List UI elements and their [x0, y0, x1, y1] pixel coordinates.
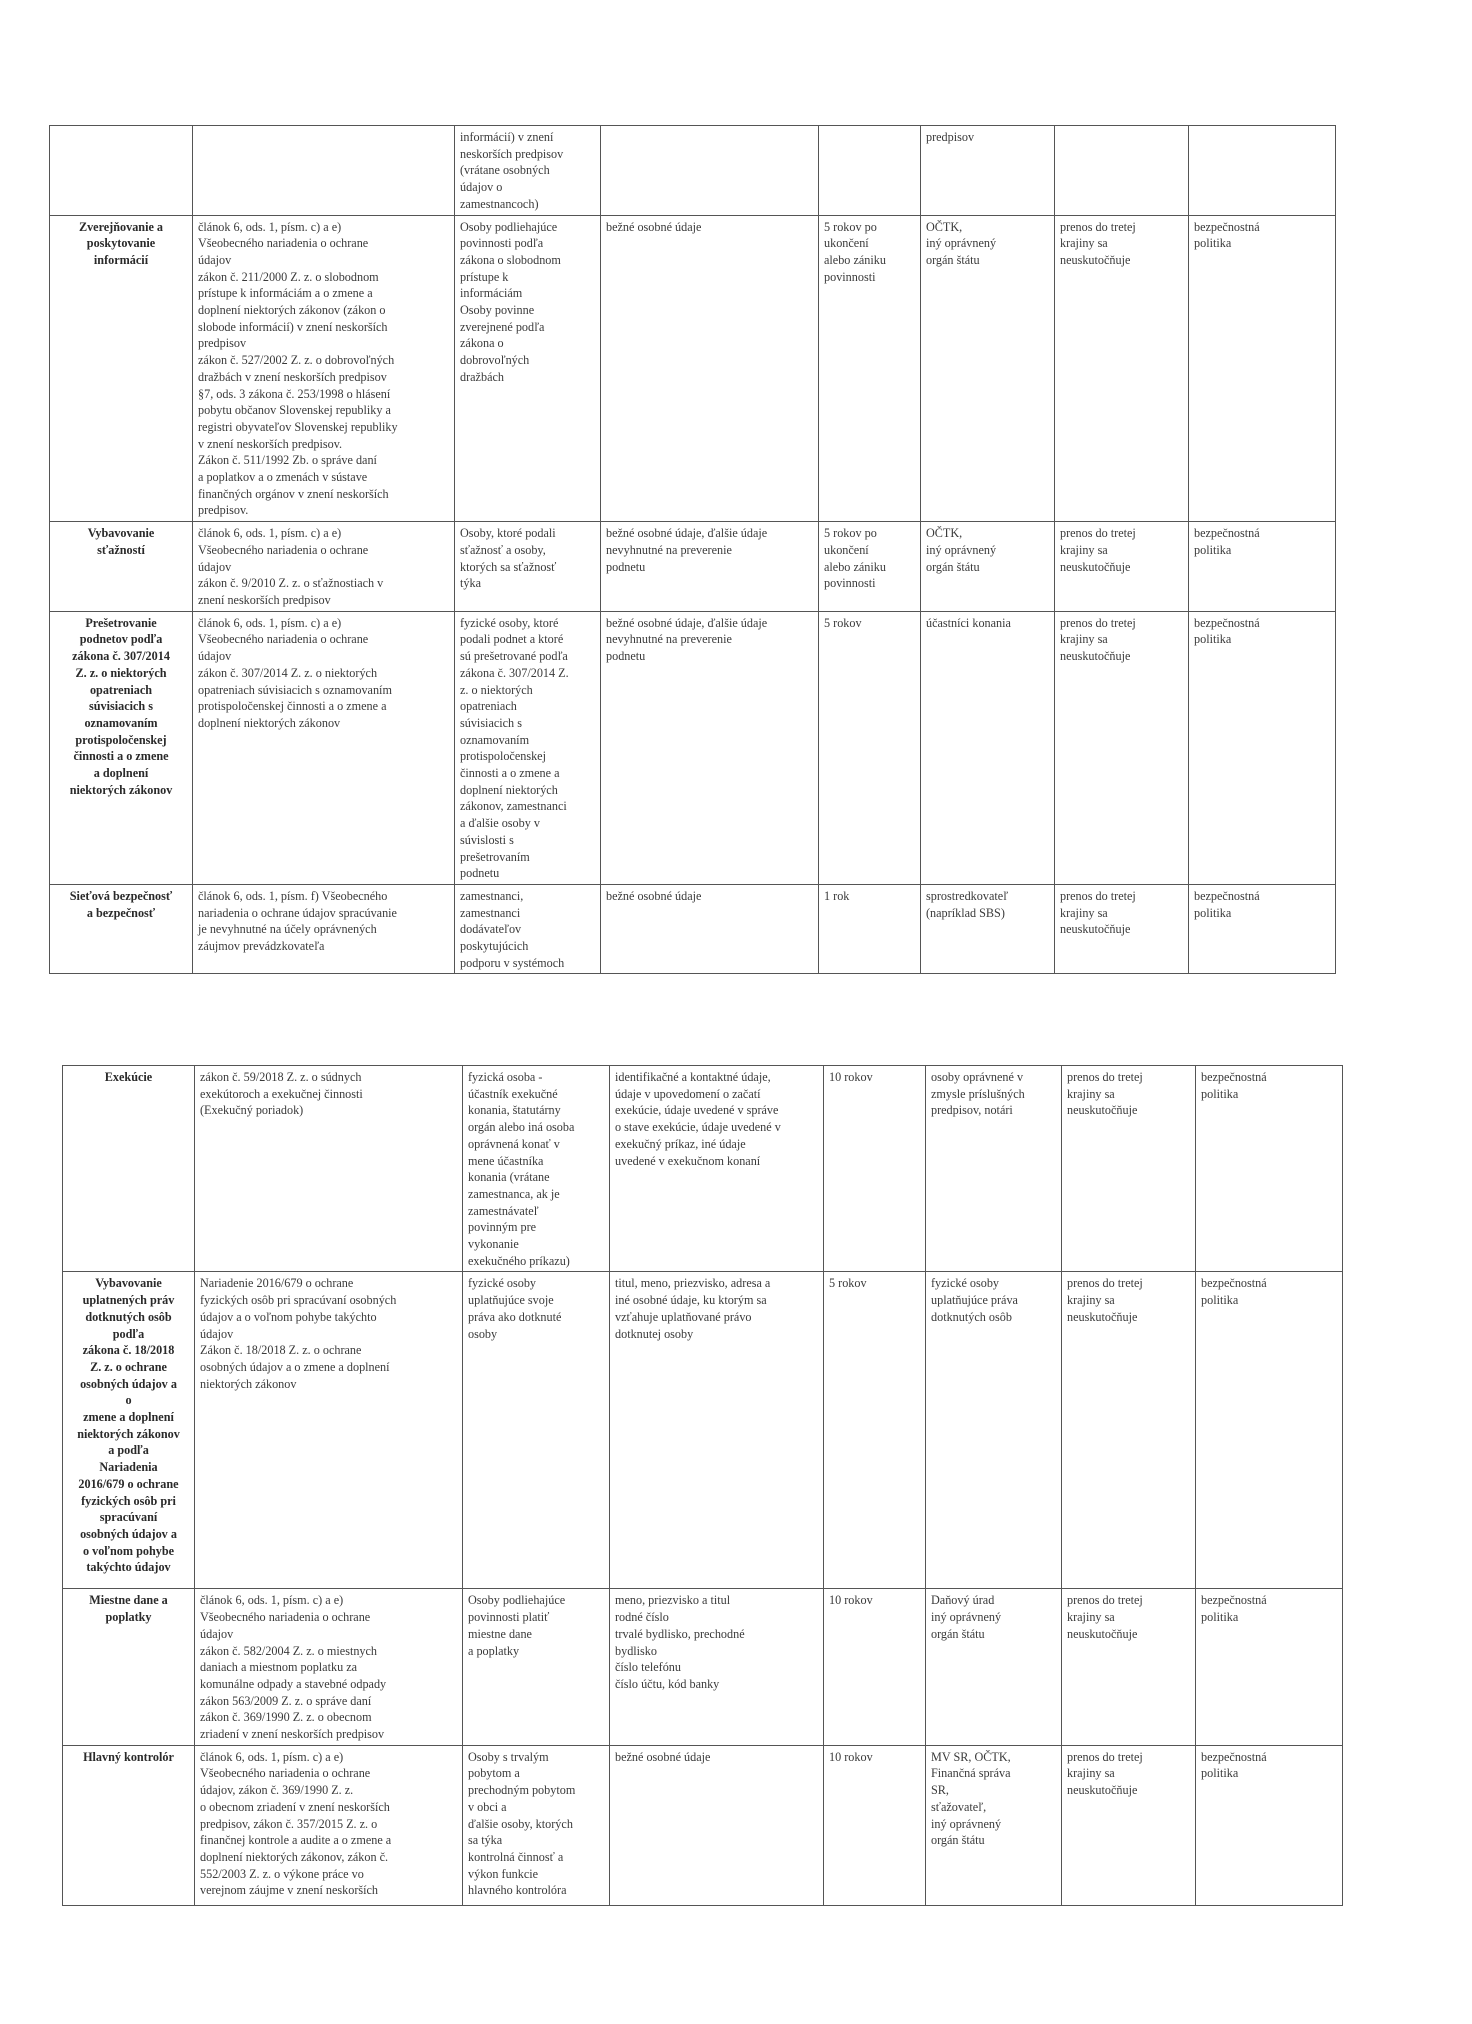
activity-name: Vybavovanie uplatnených práv dotknutých osôb podľa zákona č. 18/2018 Z. z. o ochrane osobných údajov a o zmene a doplnení niektorých zákonov a podľa Nariadenia 2016/679 o ochrane fyzických osôb pri spracúvaní osobných údajov a o voľnom pohybe takýchto údajov: [63, 1272, 195, 1589]
data-subjects: fyzické osoby, ktoré podali podnet a ktoré sú prešetrované podľa zákona č. 307/2014 Z. z. o niektorých opatreniach súvisiacich s oznamovaním protispoločenskej činnosti a o zmene a doplnení niektorých zákonov, zamestnanci a ďalšie osoby v súvislosti s prešetrovaním podnetu: [455, 611, 601, 884]
table-row: [50, 884, 1336, 974]
third-country-transfer: prenos do tretej krajiny sa neuskutočňuje: [1055, 884, 1189, 974]
retention-period: 10 rokov: [824, 1066, 926, 1272]
data-subjects: Osoby podliehajúce povinnosti platiť miestne dane a poplatky: [463, 1589, 610, 1745]
data-categories: [601, 126, 819, 216]
recipients: MV SR, OČTK, Finančná správa SR, sťažovateľ, iný oprávnený orgán štátu: [926, 1745, 1062, 1905]
data-subjects: zamestnanci, zamestnanci dodávateľov poskytujúcich podporu v systémoch: [455, 884, 601, 974]
activity-name: [50, 126, 193, 216]
retention-period: [819, 126, 921, 216]
third-country-transfer: prenos do tretej krajiny sa neuskutočňuje: [1055, 522, 1189, 612]
security-measures: bezpečnostná politika: [1189, 522, 1336, 612]
legal-basis: Nariadenie 2016/679 o ochrane fyzických osôb pri spracúvaní osobných údajov a o voľnom pohybe takýchto údajov Zákon č. 18/2018 Z. z. o ochrane osobných údajov a o zmene a doplnení niektorých zákonov: [195, 1272, 463, 1589]
data-categories: bežné osobné údaje, ďalšie údaje nevyhnutné na preverenie podnetu: [601, 522, 819, 612]
recipients: OČTK, iný oprávnený orgán štátu: [921, 215, 1055, 522]
security-measures: bezpečnostná politika: [1196, 1272, 1343, 1589]
retention-period: 10 rokov: [824, 1745, 926, 1905]
recipients: sprostredkovateľ (napríklad SBS): [921, 884, 1055, 974]
data-subjects: informácií) v znení neskorších predpisov (vrátane osobných údajov o zamestnancoch): [455, 126, 601, 216]
legal-basis: článok 6, ods. 1, písm. f) Všeobecného nariadenia o ochrane údajov spracúvanie je nevyhnutné na účely oprávnených záujmov prevádzkovateľa: [193, 884, 455, 974]
security-measures: [1189, 126, 1336, 216]
security-measures: bezpečnostná politika: [1196, 1745, 1343, 1905]
data-subjects: fyzické osoby uplatňujúce svoje práva ako dotknuté osoby: [463, 1272, 610, 1589]
data-categories: bežné osobné údaje: [610, 1745, 824, 1905]
data-categories: bežné osobné údaje, ďalšie údaje nevyhnutné na preverenie podnetu: [601, 611, 819, 884]
table-row: [50, 611, 1336, 884]
data-categories: identifikačné a kontaktné údaje, údaje v upovedomení o začatí exekúcie, údaje uvedené v správe o stave exekúcie, údaje uvedené v exekučný príkaz, iné údaje uvedené v exekučnom konaní: [610, 1066, 824, 1272]
table-row: [63, 1066, 1343, 1272]
third-country-transfer: prenos do tretej krajiny sa neuskutočňuje: [1062, 1272, 1196, 1589]
recipients: predpisov: [921, 126, 1055, 216]
retention-period: 10 rokov: [824, 1589, 926, 1745]
third-country-transfer: [1055, 126, 1189, 216]
activity-name: Sieťová bezpečnosť a bezpečnosť: [50, 884, 193, 974]
retention-period: 1 rok: [819, 884, 921, 974]
security-measures: bezpečnostná politika: [1189, 884, 1336, 974]
data-categories: bežné osobné údaje: [601, 215, 819, 522]
data-subjects: Osoby, ktoré podali sťažnosť a osoby, ktorých sa sťažnosť týka: [455, 522, 601, 612]
recipients: OČTK, iný oprávnený orgán štátu: [921, 522, 1055, 612]
activity-name: Hlavný kontrolór: [63, 1745, 195, 1905]
security-measures: bezpečnostná politika: [1196, 1066, 1343, 1272]
processing-table-bottom: [62, 1065, 1343, 1906]
activity-name: Zverejňovanie a poskytovanie informácií: [50, 215, 193, 522]
table-row: [63, 1745, 1343, 1905]
retention-period: 5 rokov: [824, 1272, 926, 1589]
data-subjects: fyzická osoba - účastník exekučné konania, štatutárny orgán alebo iná osoba oprávnená konať v mene účastníka konania (vrátane zamestnanca, ak je zamestnávateľ povinným pre vykonanie exekučného príkazu): [463, 1066, 610, 1272]
activity-name: Vybavovanie sťažností: [50, 522, 193, 612]
activity-name: Exekúcie: [63, 1066, 195, 1272]
legal-basis: článok 6, ods. 1, písm. c) a e) Všeobecného nariadenia o ochrane údajov zákon č. 211/2000 Z. z. o slobodnom prístupe k informáciám a o zmene a doplnení niektorých zákonov (zákon o slobode informácií) v znení neskorších predpisov zákon č. 527/2002 Z. z. o dobrovoľných dražbách v znení neskorších predpisov §7, ods. 3 zákona č. 253/1998 o hlásení pobytu občanov Slovenskej republiky a registri obyvateľov Slovenskej republiky v znení neskorších predpisov. Zákon č. 511/1992 Zb. o správe daní a poplatkov a o zmenách v sústave finančných orgánov v znení neskorších predpisov.: [193, 215, 455, 522]
retention-period: 5 rokov po ukončení alebo zániku povinnosti: [819, 522, 921, 612]
data-subjects: Osoby podliehajúce povinnosti podľa zákona o slobodnom prístupe k informáciám Osoby povinne zverejnené podľa zákona o dobrovoľných dražbách: [455, 215, 601, 522]
activity-name: Prešetrovanie podnetov podľa zákona č. 307/2014 Z. z. o niektorých opatreniach súvisiacich s oznamovaním protispoločenskej činnosti a o zmene a doplnení niektorých zákonov: [50, 611, 193, 884]
legal-basis: článok 6, ods. 1, písm. c) a e) Všeobecného nariadenia o ochrane údajov, zákon č. 369/1990 Z. z. o obecnom zriadení v znení neskorších predpisov, zákon č. 357/2015 Z. z. o finančnej kontrole a audite a o zmene a doplnení niektorých zákonov, zákon č. 552/2003 Z. z. o výkone práce vo verejnom záujme v znení neskorších: [195, 1745, 463, 1905]
table-row: [63, 1272, 1343, 1589]
table-row: [50, 215, 1336, 522]
recipients: Daňový úrad iný oprávnený orgán štátu: [926, 1589, 1062, 1745]
data-subjects: Osoby s trvalým pobytom a prechodným pobytom v obci a ďalšie osoby, ktorých sa týka kontrolná činnosť a výkon funkcie hlavného kontrolóra: [463, 1745, 610, 1905]
processing-table-top: [49, 125, 1336, 974]
third-country-transfer: prenos do tretej krajiny sa neuskutočňuje: [1062, 1745, 1196, 1905]
legal-basis: článok 6, ods. 1, písm. c) a e) Všeobecného nariadenia o ochrane údajov zákon č. 582/2004 Z. z. o miestnych daniach a miestnom poplatku za komunálne odpady a stavebné odpady zákon 563/2009 Z. z. o správe daní zákon č. 369/1990 Z. z. o obecnom zriadení v znení neskorších predpisov: [195, 1589, 463, 1745]
third-country-transfer: prenos do tretej krajiny sa neuskutočňuje: [1055, 215, 1189, 522]
security-measures: bezpečnostná politika: [1189, 611, 1336, 884]
security-measures: bezpečnostná politika: [1196, 1589, 1343, 1745]
third-country-transfer: prenos do tretej krajiny sa neuskutočňuje: [1055, 611, 1189, 884]
table-row: [63, 1589, 1343, 1745]
table-row: [50, 126, 1336, 216]
legal-basis: zákon č. 59/2018 Z. z. o súdnych exekútoroch a exekučnej činnosti (Exekučný poriadok): [195, 1066, 463, 1272]
retention-period: 5 rokov po ukončení alebo zániku povinnosti: [819, 215, 921, 522]
security-measures: bezpečnostná politika: [1189, 215, 1336, 522]
data-categories: titul, meno, priezvisko, adresa a iné osobné údaje, ku ktorým sa vzťahuje uplatňované právo dotknutej osoby: [610, 1272, 824, 1589]
table-row: [50, 522, 1336, 612]
activity-name: Miestne dane a poplatky: [63, 1589, 195, 1745]
legal-basis: článok 6, ods. 1, písm. c) a e) Všeobecného nariadenia o ochrane údajov zákon č. 9/2010 Z. z. o sťažnostiach v znení neskorších predpisov: [193, 522, 455, 612]
recipients: osoby oprávnené v zmysle príslušných predpisov, notári: [926, 1066, 1062, 1272]
third-country-transfer: prenos do tretej krajiny sa neuskutočňuje: [1062, 1589, 1196, 1745]
data-categories: bežné osobné údaje: [601, 884, 819, 974]
recipients: účastníci konania: [921, 611, 1055, 884]
legal-basis: článok 6, ods. 1, písm. c) a e) Všeobecného nariadenia o ochrane údajov zákon č. 307/2014 Z. z. o niektorých opatreniach súvisiacich s oznamovaním protispoločenskej činnosti a o zmene a doplnení niektorých zákonov: [193, 611, 455, 884]
retention-period: 5 rokov: [819, 611, 921, 884]
third-country-transfer: prenos do tretej krajiny sa neuskutočňuje: [1062, 1066, 1196, 1272]
data-categories: meno, priezvisko a titul rodné číslo trvalé bydlisko, prechodné bydlisko číslo telefónu číslo účtu, kód banky: [610, 1589, 824, 1745]
legal-basis: [193, 126, 455, 216]
recipients: fyzické osoby uplatňujúce práva dotknutých osôb: [926, 1272, 1062, 1589]
